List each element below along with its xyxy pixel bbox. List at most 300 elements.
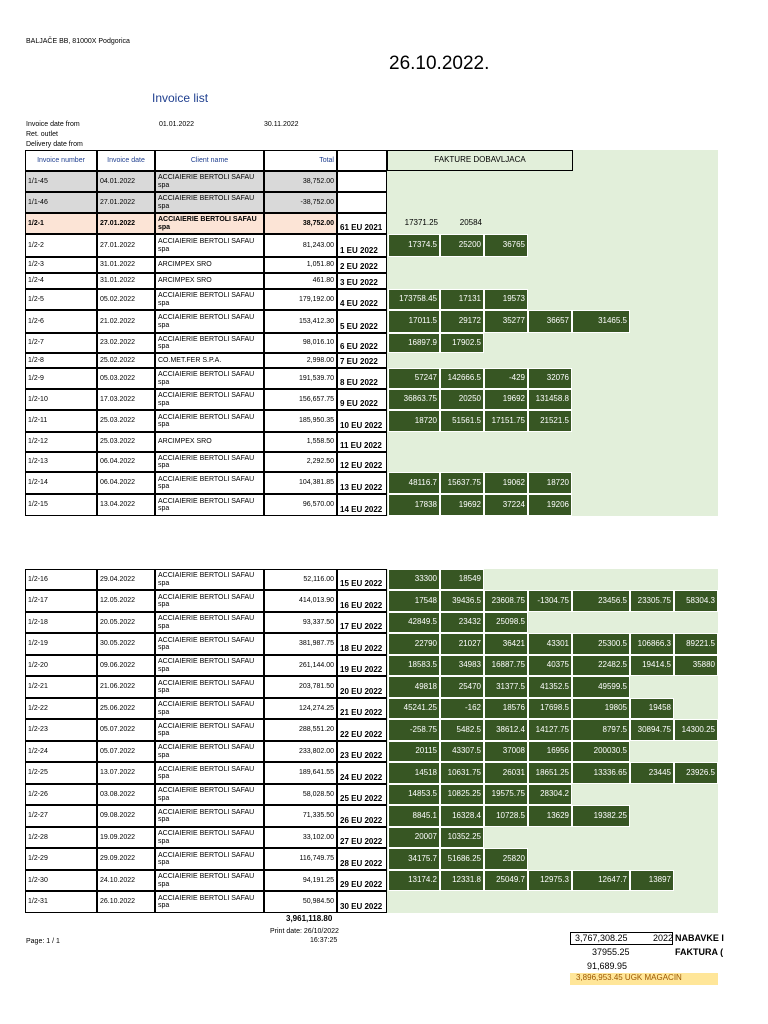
supplier-invoice-value: 18651.25: [528, 762, 572, 784]
supplier-invoice-value: 8797.5: [572, 719, 630, 741]
supplier-invoice-value: 19458: [630, 698, 674, 719]
invoice-date: 13.07.2022: [97, 762, 155, 784]
supplier-invoice-value: 25300.5: [572, 633, 630, 655]
eu-ref: 25 EU 2022: [337, 784, 387, 805]
invoice-total: 93,337.50: [264, 612, 337, 633]
supplier-invoice-value: 25098.5: [484, 612, 528, 633]
invoice-total: 185,950.35: [264, 410, 337, 432]
invoice-date: 25.06.2022: [97, 698, 155, 719]
invoice-date: 05.03.2022: [97, 368, 155, 389]
supplier-invoice-value: 10728.5: [484, 805, 528, 827]
invoice-total: 261,144.00: [264, 655, 337, 676]
eu-ref: 20 EU 2022: [337, 676, 387, 698]
supplier-invoice-value: 14853.5: [388, 784, 440, 805]
supplier-invoice-value: 18720: [528, 472, 572, 494]
invoice-total: -38,752.00: [264, 192, 337, 213]
eu-ref: 23 EU 2022: [337, 741, 387, 762]
green-fill-header: [573, 150, 718, 171]
invoice-total: 71,335.50: [264, 805, 337, 827]
page-number: Page: 1 / 1: [26, 938, 60, 945]
supplier-invoice-value: 19805: [572, 698, 630, 719]
supplier-invoice-value: 49599.5: [572, 676, 630, 698]
client-name: ACCIAIERIE BERTOLI SAFAU spa: [155, 891, 264, 913]
supplier-invoice-value: 15637.75: [440, 472, 484, 494]
invoice-date: 05.07.2022: [97, 719, 155, 741]
invoice-number: 1/2-8: [25, 353, 97, 368]
invoice-total: 2,998.00: [264, 353, 337, 368]
supplier-invoice-value: 20584: [459, 218, 482, 228]
eu-ref: 22 EU 2022: [337, 719, 387, 741]
eu-ref: 28 EU 2022: [337, 848, 387, 870]
green-fill: [387, 171, 718, 192]
supplier-invoice-value: 19062: [484, 472, 528, 494]
eu-ref: 5 EU 2022: [337, 310, 387, 333]
supplier-invoice-value: 17374.5: [388, 234, 440, 257]
supplier-invoice-value: 25820: [484, 848, 528, 870]
supplier-invoice-value: 29172: [440, 310, 484, 333]
invoice-number: 1/2-9: [25, 368, 97, 389]
client-name: CO.MET.FER S.P.A.: [155, 353, 264, 368]
supplier-invoice-value: 31377.5: [484, 676, 528, 698]
invoice-total: 1,051.80: [264, 257, 337, 273]
supplier-invoice-value: 23305.75: [630, 590, 674, 612]
supplier-invoice-value: 10825.25: [440, 784, 484, 805]
invoice-number: 1/2-24: [25, 741, 97, 762]
invoice-number: 1/2-14: [25, 472, 97, 494]
supplier-invoice-value: 40375: [528, 655, 572, 676]
supplier-invoice-value: 32076: [528, 368, 572, 389]
invoice-number: 1/2-29: [25, 848, 97, 870]
invoice-total: 38,752.00: [264, 171, 337, 192]
invoice-date: 21.06.2022: [97, 676, 155, 698]
client-name: ARCIMPEX SRO: [155, 432, 264, 452]
invoice-total: 124,274.25: [264, 698, 337, 719]
client-name: ARCIMPEX SRO: [155, 257, 264, 273]
address: BALJAČE BB, 81000X Podgorica: [26, 38, 130, 45]
supplier-invoice-value: 17011.5: [388, 310, 440, 333]
supplier-invoice-value: 36657: [528, 310, 572, 333]
invoice-number: 1/2-31: [25, 891, 97, 913]
supplier-invoice-value: 35277: [484, 310, 528, 333]
supplier-invoice-value: 36765: [484, 234, 528, 257]
supplier-invoice-value: 51561.5: [440, 410, 484, 432]
green-fill: [387, 353, 718, 368]
client-name: ACCIAIERIE BERTOLI SAFAU spa: [155, 333, 264, 353]
invoice-total: 203,781.50: [264, 676, 337, 698]
supplier-invoice-value: 33300: [388, 569, 440, 590]
supplier-invoice-value: 21027: [440, 633, 484, 655]
grand-total: 3,961,118.80: [286, 914, 333, 923]
supplier-invoice-value: 23456.5: [572, 590, 630, 612]
eu-ref: 29 EU 2022: [337, 870, 387, 891]
green-fill: [387, 273, 718, 289]
eu-ref: 10 EU 2022: [337, 410, 387, 432]
client-name: ACCIAIERIE BERTOLI SAFAU spa: [155, 368, 264, 389]
supplier-invoice-value: 26031: [484, 762, 528, 784]
client-name: ACCIAIERIE BERTOLI SAFAU spa: [155, 171, 264, 192]
invoice-number: 1/2-15: [25, 494, 97, 516]
supplier-invoice-value: 142666.5: [440, 368, 484, 389]
supplier-invoice-value: 200030.5: [572, 741, 630, 762]
invoice-number: 1/2-19: [25, 633, 97, 655]
invoice-total: 381,987.75: [264, 633, 337, 655]
filter-to: 30.11.2022: [264, 121, 299, 128]
supplier-invoice-value: 35880: [674, 655, 718, 676]
green-fill: [387, 891, 718, 913]
client-name: ACCIAIERIE BERTOLI SAFAU spa: [155, 655, 264, 676]
client-name: ACCIAIERIE BERTOLI SAFAU spa: [155, 494, 264, 516]
invoice-date: 26.10.2022: [97, 891, 155, 913]
supplier-invoice-value: 23432: [440, 612, 484, 633]
supplier-invoice-value: 58304.3: [674, 590, 718, 612]
invoice-number: 1/2-22: [25, 698, 97, 719]
supplier-invoice-value: 16328.4: [440, 805, 484, 827]
sum-nabavke-label: NABAVKE I: [675, 933, 724, 943]
client-name: ACCIAIERIE BERTOLI SAFAU spa: [155, 870, 264, 891]
supplier-invoice-value: 17151.75: [484, 410, 528, 432]
invoice-total: 94,191.25: [264, 870, 337, 891]
green-fill: [387, 452, 718, 472]
invoice-number: 1/2-21: [25, 676, 97, 698]
eu-ref: 3 EU 2022: [337, 273, 387, 289]
supplier-invoice-value: 19414.5: [630, 655, 674, 676]
client-name: ACCIAIERIE BERTOLI SAFAU spa: [155, 590, 264, 612]
supplier-invoice-value: 34983: [440, 655, 484, 676]
supplier-invoice-value: 19575.75: [484, 784, 528, 805]
client-name: ACCIAIERIE BERTOLI SAFAU spa: [155, 805, 264, 827]
supplier-invoice-value: 23926.5: [674, 762, 718, 784]
supplier-invoice-value: 36863.75: [388, 389, 440, 410]
supplier-invoice-value: 19206: [528, 494, 572, 516]
eu-ref: 19 EU 2022: [337, 655, 387, 676]
supplier-invoice-value: 36421: [484, 633, 528, 655]
invoice-date: 29.04.2022: [97, 569, 155, 590]
report-date: 26.10.2022.: [389, 53, 490, 74]
client-name: ACCIAIERIE BERTOLI SAFAU spa: [155, 698, 264, 719]
invoice-total: 191,539.70: [264, 368, 337, 389]
invoice-total: 288,551.20: [264, 719, 337, 741]
client-name: ACCIAIERIE BERTOLI SAFAU spa: [155, 389, 264, 410]
eu-ref: 9 EU 2022: [337, 389, 387, 410]
client-name: ACCIAIERIE BERTOLI SAFAU spa: [155, 848, 264, 870]
filter-outlet-label: Ret. outlet: [26, 131, 58, 138]
invoice-number: 1/2-23: [25, 719, 97, 741]
supplier-invoice-value: 19692: [484, 389, 528, 410]
invoice-total: 52,116.00: [264, 569, 337, 590]
supplier-invoice-value: 5482.5: [440, 719, 484, 741]
supplier-invoice-value: -162: [440, 698, 484, 719]
supplier-invoice-value: 14518: [388, 762, 440, 784]
invoice-number: 1/2-12: [25, 432, 97, 452]
client-name: ACCIAIERIE BERTOLI SAFAU spa: [155, 410, 264, 432]
invoice-total: 50,984.50: [264, 891, 337, 913]
eu-ref: [337, 192, 387, 213]
invoice-number: 1/2-26: [25, 784, 97, 805]
client-name: ACCIAIERIE BERTOLI SAFAU spa: [155, 472, 264, 494]
invoice-number: 1/2-4: [25, 273, 97, 289]
invoice-date: 09.08.2022: [97, 805, 155, 827]
page-title: Invoice list: [152, 91, 209, 105]
invoice-total: 233,802.00: [264, 741, 337, 762]
print-date: Print date: 26/10/2022: [270, 928, 339, 935]
eu-header-blank: [337, 150, 387, 171]
invoice-total: 81,243.00: [264, 234, 337, 257]
supplier-invoice-value: 49818: [388, 676, 440, 698]
supplier-invoice-value: 12975.3: [528, 870, 572, 891]
invoice-date: 12.05.2022: [97, 590, 155, 612]
client-name: ACCIAIERIE BERTOLI SAFAU spa: [155, 784, 264, 805]
invoice-number: 1/2-20: [25, 655, 97, 676]
invoice-number: 1/2-1: [25, 213, 97, 234]
eu-ref: 26 EU 2022: [337, 805, 387, 827]
invoice-total: 38,752.00: [264, 213, 337, 234]
filter-from: 01.01.2022: [159, 121, 195, 128]
supplier-invoice-value: 13897: [630, 870, 674, 891]
invoice-total: 153,412.30: [264, 310, 337, 333]
sum-nabavke: 3,767,308.25: [575, 933, 628, 943]
client-name: ACCIAIERIE BERTOLI SAFAU spa: [155, 192, 264, 213]
filter-delivery-label: Delivery date from: [26, 141, 83, 148]
supplier-invoice-value: 19692: [440, 494, 484, 516]
supplier-invoice-value: 17548: [388, 590, 440, 612]
client-name: ACCIAIERIE BERTOLI SAFAU spa: [155, 310, 264, 333]
supplier-invoice-value: 45241.25: [388, 698, 440, 719]
supplier-invoice-value: 20250: [440, 389, 484, 410]
sum-year: 2022: [653, 933, 674, 943]
supplier-invoice-value: 17838: [388, 494, 440, 516]
supplier-invoice-value: -429: [484, 368, 528, 389]
supplier-invoice-value: 17371.25: [404, 218, 438, 228]
eu-ref: 1 EU 2022: [337, 234, 387, 257]
client-name: ACCIAIERIE BERTOLI SAFAU spa: [155, 289, 264, 310]
supplier-invoice-value: 106866.3: [630, 633, 674, 655]
invoice-date: 03.08.2022: [97, 784, 155, 805]
client-name: ACCIAIERIE BERTOLI SAFAU spa: [155, 612, 264, 633]
client-name: ACCIAIERIE BERTOLI SAFAU spa: [155, 762, 264, 784]
supplier-invoice-value: 34175.7: [388, 848, 440, 870]
supplier-invoice-value: 13174.2: [388, 870, 440, 891]
supplier-invoice-value: 57247: [388, 368, 440, 389]
supplier-invoice-value: 12331.8: [440, 870, 484, 891]
eu-ref: 16 EU 2022: [337, 590, 387, 612]
supplier-invoice-value: 37008: [484, 741, 528, 762]
invoice-date: 27.01.2022: [97, 192, 155, 213]
eu-ref: 8 EU 2022: [337, 368, 387, 389]
supplier-invoice-value: 39436.5: [440, 590, 484, 612]
supplier-invoice-value: 8845.1: [388, 805, 440, 827]
invoice-date: 24.10.2022: [97, 870, 155, 891]
invoice-number: 1/2-25: [25, 762, 97, 784]
invoice-date: 30.05.2022: [97, 633, 155, 655]
invoice-date: 31.01.2022: [97, 273, 155, 289]
invoice-total: 1,558.50: [264, 432, 337, 452]
client-name: ACCIAIERIE BERTOLI SAFAU spa: [155, 213, 264, 234]
invoice-date: 05.02.2022: [97, 289, 155, 310]
eu-ref: [337, 171, 387, 192]
supplier-invoice-value: 14300.25: [674, 719, 718, 741]
eu-ref: 27 EU 2022: [337, 827, 387, 848]
invoice-number: 1/2-2: [25, 234, 97, 257]
supplier-invoice-value: 23608.75: [484, 590, 528, 612]
supplier-invoice-value: 16956: [528, 741, 572, 762]
supplier-invoice-value: 16897.9: [388, 333, 440, 353]
invoice-total: 189,641.55: [264, 762, 337, 784]
green-fill: [387, 432, 718, 452]
client-name: ACCIAIERIE BERTOLI SAFAU spa: [155, 827, 264, 848]
supplier-invoice-value: 37224: [484, 494, 528, 516]
eu-ref: 21 EU 2022: [337, 698, 387, 719]
invoice-date: 29.09.2022: [97, 848, 155, 870]
client-name: ACCIAIERIE BERTOLI SAFAU spa: [155, 676, 264, 698]
sum-three: 91,689.95: [587, 961, 628, 971]
invoice-date: 04.01.2022: [97, 171, 155, 192]
invoice-number: 1/2-28: [25, 827, 97, 848]
invoice-date: 21.02.2022: [97, 310, 155, 333]
invoice-date: 06.04.2022: [97, 472, 155, 494]
supplier-invoice-value: 38612.4: [484, 719, 528, 741]
supplier-invoice-value: 25470: [440, 676, 484, 698]
supplier-invoice-value: 13629: [528, 805, 572, 827]
fakture-header: FAKTURE DOBAVLJACA: [387, 150, 573, 171]
invoice-number: 1/2-27: [25, 805, 97, 827]
supplier-invoice-value: 18576: [484, 698, 528, 719]
supplier-invoice-value: 23445: [630, 762, 674, 784]
invoice-total: 116,749.75: [264, 848, 337, 870]
invoice-date-header: Invoice date: [97, 150, 155, 171]
invoice-number: 1/1-46: [25, 192, 97, 213]
invoice-date: 09.06.2022: [97, 655, 155, 676]
client-name: ACCIAIERIE BERTOLI SAFAU spa: [155, 234, 264, 257]
green-fill: [387, 192, 718, 213]
invoice-date: 23.02.2022: [97, 333, 155, 353]
client-name: ARCIMPEX SRO: [155, 273, 264, 289]
invoice-date: 05.07.2022: [97, 741, 155, 762]
eu-ref: 14 EU 2022: [337, 494, 387, 516]
supplier-invoice-value: -258.75: [388, 719, 440, 741]
eu-ref: 18 EU 2022: [337, 633, 387, 655]
supplier-invoice-value: 22790: [388, 633, 440, 655]
eu-ref: 11 EU 2022: [337, 432, 387, 452]
invoice-total: 179,192.00: [264, 289, 337, 310]
eu-ref: 13 EU 2022: [337, 472, 387, 494]
filter-invoice-date-label: Invoice date from: [26, 121, 80, 128]
sum-ugk-magacin: 3,896,953.45 UGK MAGACIN: [570, 973, 718, 985]
supplier-invoice-value: 51686.25: [440, 848, 484, 870]
eu-ref: 24 EU 2022: [337, 762, 387, 784]
invoice-date: 13.04.2022: [97, 494, 155, 516]
invoice-number: 1/2-17: [25, 590, 97, 612]
invoice-date: 25.03.2022: [97, 432, 155, 452]
supplier-invoice-value: 43307.5: [440, 741, 484, 762]
supplier-invoice-value: 18583.5: [388, 655, 440, 676]
invoice-date: 27.01.2022: [97, 234, 155, 257]
supplier-invoice-value: 131458.8: [528, 389, 572, 410]
total-header: Total: [264, 150, 337, 171]
green-fill: [387, 257, 718, 273]
supplier-invoice-value: 25200: [440, 234, 484, 257]
invoice-number: 1/2-16: [25, 569, 97, 590]
supplier-invoice-value: 31465.5: [572, 310, 630, 333]
invoice-number-header: Invoice number: [25, 150, 97, 171]
invoice-date: 25.03.2022: [97, 410, 155, 432]
invoice-total: 96,570.00: [264, 494, 337, 516]
supplier-invoice-value: 18720: [388, 410, 440, 432]
supplier-invoice-value: 41352.5: [528, 676, 572, 698]
eu-ref: 30 EU 2022: [337, 891, 387, 913]
supplier-invoice-value: 21521.5: [528, 410, 572, 432]
invoice-total: 33,102.00: [264, 827, 337, 848]
supplier-invoice-value: 28304.2: [528, 784, 572, 805]
supplier-invoice-value: 16887.75: [484, 655, 528, 676]
supplier-invoice-value: 17698.5: [528, 698, 572, 719]
supplier-invoice-value: 20007: [388, 827, 440, 848]
client-name: ACCIAIERIE BERTOLI SAFAU spa: [155, 633, 264, 655]
eu-ref: 12 EU 2022: [337, 452, 387, 472]
supplier-invoice-value: 10631.75: [440, 762, 484, 784]
supplier-invoice-value: 13336.65: [572, 762, 630, 784]
invoice-date: 19.09.2022: [97, 827, 155, 848]
client-name: ACCIAIERIE BERTOLI SAFAU spa: [155, 741, 264, 762]
sum-faktura-label: FAKTURA (: [675, 947, 724, 957]
supplier-invoice-value: 18549: [440, 569, 484, 590]
supplier-invoice-value: 17131: [440, 289, 484, 310]
invoice-date: 06.04.2022: [97, 452, 155, 472]
supplier-invoice-value: 42849.5: [388, 612, 440, 633]
supplier-invoice-value: 25049.7: [484, 870, 528, 891]
client-name: ACCIAIERIE BERTOLI SAFAU spa: [155, 719, 264, 741]
eu-ref: 4 EU 2022: [337, 289, 387, 310]
supplier-invoice-value: 12647.7: [572, 870, 630, 891]
invoice-number: 1/2-3: [25, 257, 97, 273]
invoice-total: 156,657.75: [264, 389, 337, 410]
invoice-date: 25.02.2022: [97, 353, 155, 368]
invoice-number: 1/2-7: [25, 333, 97, 353]
supplier-invoice-value: 30894.75: [630, 719, 674, 741]
supplier-invoice-value: 14127.75: [528, 719, 572, 741]
supplier-invoice-value: 43301: [528, 633, 572, 655]
invoice-number: 1/2-5: [25, 289, 97, 310]
invoice-number: 1/1-45: [25, 171, 97, 192]
supplier-invoice-value: -1304.75: [528, 590, 572, 612]
invoice-number: 1/2-13: [25, 452, 97, 472]
invoice-number: 1/2-6: [25, 310, 97, 333]
client-name-header: Client name: [155, 150, 264, 171]
client-name: ACCIAIERIE BERTOLI SAFAU spa: [155, 452, 264, 472]
invoice-number: 1/2-10: [25, 389, 97, 410]
supplier-invoice-value: 173758.45: [388, 289, 440, 310]
eu-ref: 7 EU 2022: [337, 353, 387, 368]
invoice-date: 27.01.2022: [97, 213, 155, 234]
invoice-date: 31.01.2022: [97, 257, 155, 273]
sum-faktura: 37955.25: [592, 947, 630, 957]
invoice-total: 104,381.85: [264, 472, 337, 494]
invoice-number: 1/2-30: [25, 870, 97, 891]
invoice-total: 58,028.50: [264, 784, 337, 805]
invoice-number: 1/2-11: [25, 410, 97, 432]
invoice-date: 17.03.2022: [97, 389, 155, 410]
supplier-invoice-value: 22482.5: [572, 655, 630, 676]
eu-ref: 6 EU 2022: [337, 333, 387, 353]
invoice-total: 98,016.10: [264, 333, 337, 353]
supplier-invoice-value: 19382.25: [572, 805, 630, 827]
eu-ref: 2 EU 2022: [337, 257, 387, 273]
supplier-invoice-value: 19573: [484, 289, 528, 310]
eu-ref: 17 EU 2022: [337, 612, 387, 633]
eu-ref: 15 EU 2022: [337, 569, 387, 590]
supplier-invoice-value: 89221.5: [674, 633, 718, 655]
invoice-number: 1/2-18: [25, 612, 97, 633]
invoice-total: 2,292.50: [264, 452, 337, 472]
